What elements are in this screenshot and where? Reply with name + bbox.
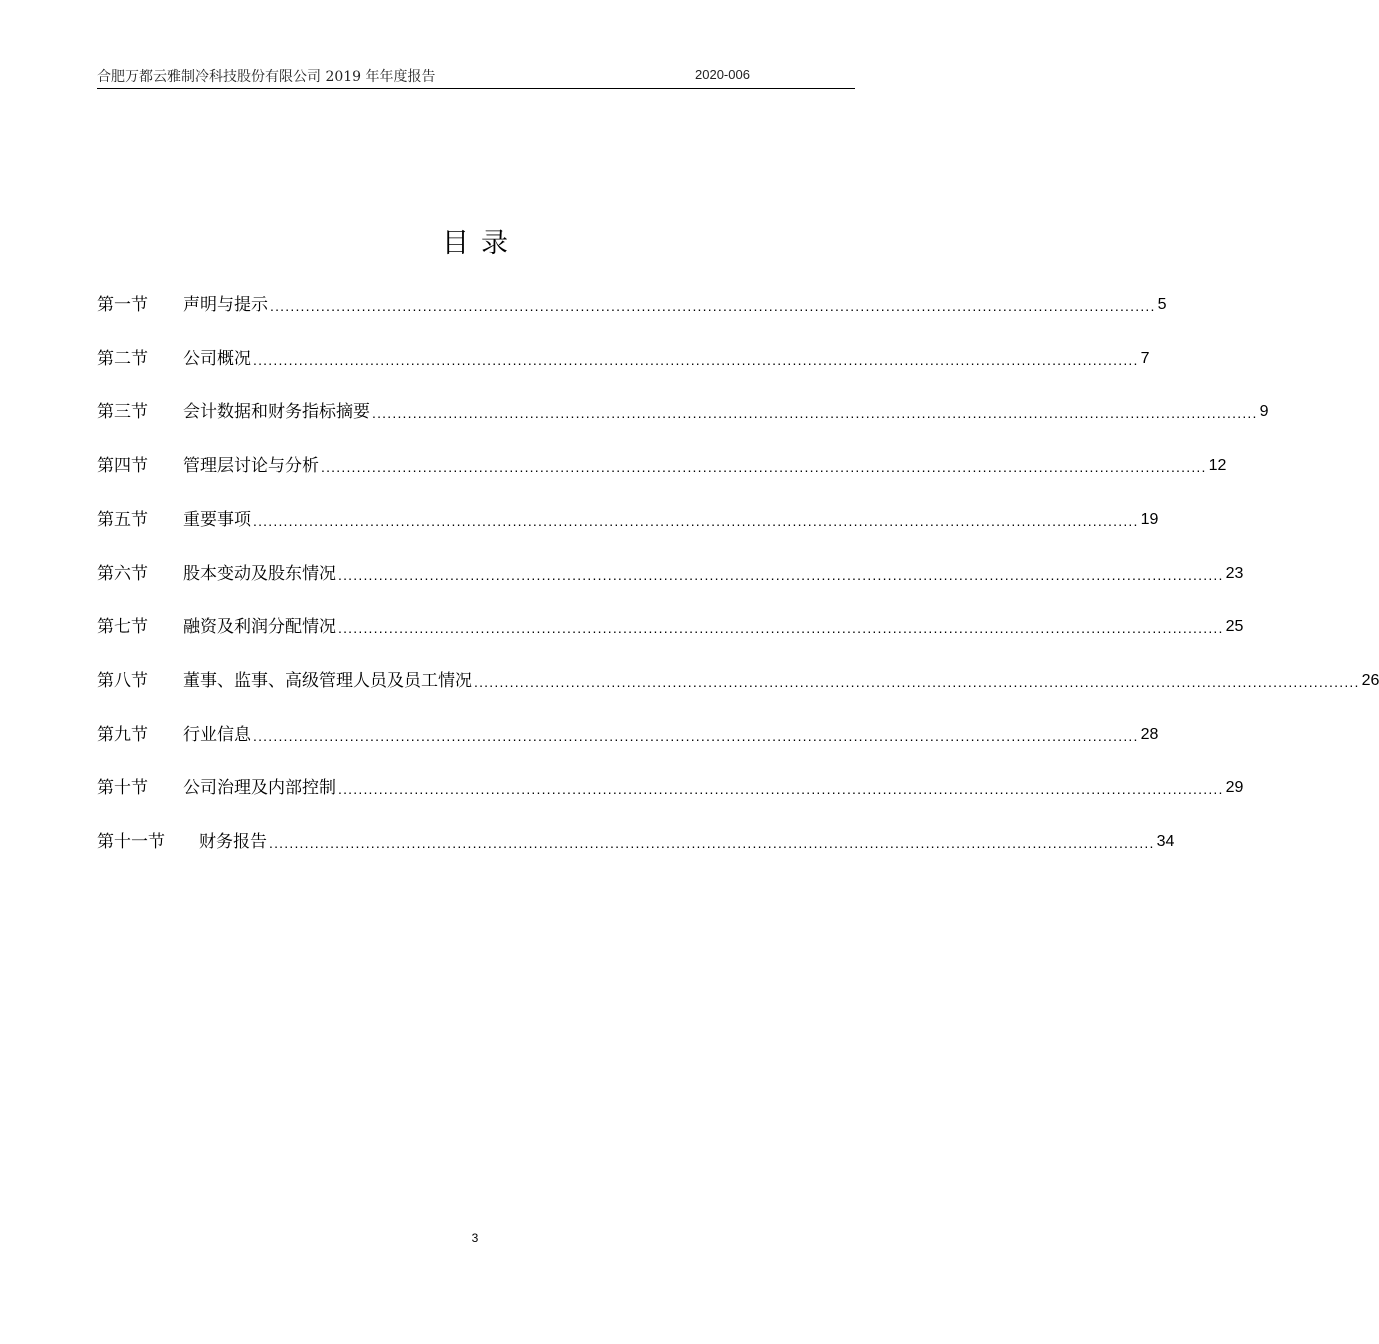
toc-section-title: 公司治理及内部控制: [183, 778, 336, 798]
toc-section-title: 股本变动及股东情况: [183, 564, 336, 584]
toc-entry[interactable]: [97, 828, 1175, 854]
toc-dot-leader: ..............................................................................................................................................................................: [253, 728, 1139, 744]
toc-page-number: 26: [1361, 672, 1379, 689]
toc-dot-leader: ..............................................................................................................................................................................: [321, 459, 1207, 475]
header-company-report-title: 合肥万都云雅制冷科技股份有限公司 2019 年年度报告: [97, 69, 436, 85]
toc-dot-leader: ..............................................................................................................................................................................: [474, 674, 1360, 690]
toc-dot-leader: ..............................................................................................................................................................................: [269, 835, 1155, 851]
toc-section-number: 第五节: [97, 510, 148, 530]
toc-page-number: 9: [1259, 403, 1269, 420]
toc-entry[interactable]: [97, 398, 1269, 424]
toc-section-title: 财务报告: [199, 832, 267, 852]
toc-page-number: 12: [1208, 457, 1227, 474]
toc-page-number: 5: [1157, 296, 1167, 313]
toc-dot-leader: ..............................................................................................................................................................................: [338, 781, 1224, 797]
toc-entry[interactable]: [97, 291, 1167, 317]
toc-entry[interactable]: [97, 774, 1244, 800]
toc-dot-leader: ..............................................................................................................................................................................: [338, 620, 1224, 636]
toc-section-title: 行业信息: [183, 725, 251, 745]
toc-section-number: 第八节: [97, 671, 148, 691]
toc-entry[interactable]: [97, 452, 1227, 478]
toc-page-number: 28: [1140, 726, 1159, 743]
toc-section-title: 会计数据和财务指标摘要: [183, 402, 370, 422]
toc-entry[interactable]: [97, 345, 1150, 371]
header-document-number: 2020-006: [695, 67, 750, 82]
toc-page-number: 25: [1225, 618, 1244, 635]
toc-entry[interactable]: [97, 613, 1244, 639]
toc-page-number: 29: [1225, 779, 1244, 796]
toc-section-number: 第四节: [97, 456, 148, 476]
toc-section-number: 第十节: [97, 778, 148, 798]
toc-entry[interactable]: [97, 560, 1244, 586]
page-header: [97, 66, 855, 89]
page-footer-number: 3: [471, 1231, 479, 1245]
toc-dot-leader: ..............................................................................................................................................................................: [253, 513, 1139, 529]
toc-page-number: 23: [1225, 565, 1244, 582]
toc-entry[interactable]: [97, 506, 1159, 532]
toc-page-number: 34: [1156, 833, 1175, 850]
toc-heading: 目录: [442, 228, 520, 259]
toc-section-number: 第一节: [97, 295, 148, 315]
toc-section-title: 融资及利润分配情况: [183, 617, 336, 637]
toc-entry[interactable]: [97, 721, 1159, 747]
toc-page-number: 7: [1140, 350, 1150, 367]
toc-section-number: 第九节: [97, 725, 148, 745]
toc-section-title: 董事、监事、高级管理人员及员工情况: [183, 671, 472, 691]
toc-section-title: 公司概况: [183, 349, 251, 369]
toc-section-title: 声明与提示: [183, 295, 268, 315]
toc-page-number: 19: [1140, 511, 1159, 528]
toc-section-number: 第三节: [97, 402, 148, 422]
toc-section-title: 管理层讨论与分析: [183, 456, 319, 476]
toc-section-title: 重要事项: [183, 510, 251, 530]
toc-dot-leader: ..............................................................................................................................................................................: [372, 405, 1258, 421]
toc-dot-leader: ..............................................................................................................................................................................: [253, 352, 1139, 368]
toc-section-number: 第六节: [97, 564, 148, 584]
toc-section-number: 第二节: [97, 349, 148, 369]
toc-section-number: 第七节: [97, 617, 148, 637]
toc-entry[interactable]: [97, 667, 1379, 693]
toc-section-number: 第十一节: [97, 832, 165, 852]
toc-dot-leader: ..............................................................................................................................................................................: [270, 298, 1156, 314]
toc-dot-leader: ..............................................................................................................................................................................: [338, 567, 1224, 583]
